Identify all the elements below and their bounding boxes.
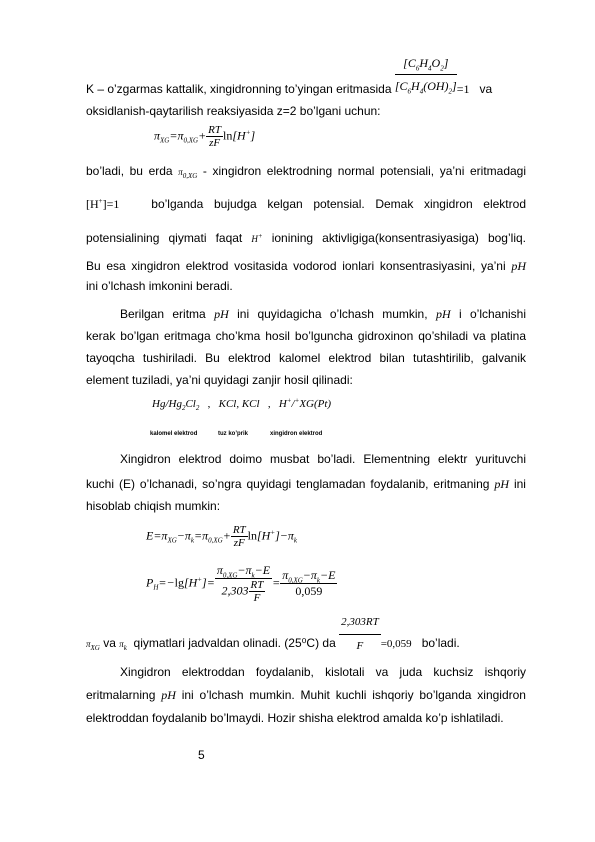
text-constant-k: K – o’zgarmas kattalik, xingidronning to’yingan eritmasida xyxy=(86,82,392,96)
text-paragraph-2-line-b: [H+]=1 bo’lganda bujudga kelgan potensial. Demak xingidron elektrod xyxy=(86,197,526,211)
text-line-redox: oksidlanish-qaytarilish reaksiyasida z=2 bo’lgani uchun: xyxy=(86,104,381,118)
chain-label-xingidron: xingidron elektrod xyxy=(270,431,323,437)
text-paragraph-6-line-c: elektroddan foydalanib bo’lmaydi. Hozir shisha elektrod amalda ko’p ishlatiladi. xyxy=(86,711,504,725)
chain-label-tuz: tuz ko’prik xyxy=(218,431,249,437)
text-paragraph-3-line-a: Berilgan eritma pH ini quyidagicha o’lchash mumkin, pH i o’lchanishi xyxy=(120,307,527,321)
text-paragraph-4-line-b: kuchi (E) o’lchanadi, so’ngra quyidagi tenglamadan foydalanib, eritmaning pH ini xyxy=(86,477,526,491)
text-va: va xyxy=(479,82,493,96)
text-line-constant: K – o’zgarmas kattalik, xingidronning to’yingan eritmasida $\frac{[C_6H_4O_2]}{[C_6H_4(OH)_2]}$ =1 va xyxy=(86,78,526,101)
text-paragraph-2-line-a: bo’ladi, bu erda $\pi_{0,XG}$ - xingidron elektrodning normal potensiali, ya’ni eritmadagi xyxy=(86,164,527,180)
galvanic-chain-formula: $Hg/Hg_2Cl_2$ , KCl, KCl , H+/+XG(Pt) xyxy=(152,396,332,413)
text-paragraph-6-line-b: eritmalarning pH ini o’lchash mumkin. Muhit kuchli ishqoriy bo’lganda xingidron xyxy=(86,688,526,702)
formula-ph: $P_H=-\lg[H^+]=$ $\pi_{0,XG}-\pi_k-E$ 2,303 $\frac{RT}{F}$ = $\frac{\pi_{0,XG}-\pi_k-E}{0,059}$ xyxy=(146,563,336,604)
chain-label-kalomel: kalomel elektrod xyxy=(150,431,198,437)
text-paragraph-4-line-a: Xingidron elektrod doimo musbat bo’ladi. Elementning elektr yurituvchi xyxy=(120,452,526,466)
text-paragraph-2-line-c: potensialining qiymati faqat H+ ionining aktivligiga(konsentrasiyasiga) bog’liq. xyxy=(86,231,526,245)
concentration-ratio-fraction: $\frac{[C_6H_4O_2]}{[C_6H_4(OH)_2]}$ xyxy=(395,52,457,98)
text-paragraph-6-line-a: Xingidron elektroddan foydalanib, kislotali va juda kuchsiz ishqoriy xyxy=(120,665,526,679)
text-paragraph-4-line-c: hisoblab chiqish mumkin: xyxy=(86,499,221,513)
text-paragraph-2-line-e: ini o’lchash imkonini beradi. xyxy=(86,279,233,293)
text-paragraph-5: $\pi_{XG}$ va $\pi_k$ qiymatlari jadvaldan olinadi. (25⁰C) da $\frac{2,303RT}{F}$ =0,059 bo’ladi. xyxy=(86,631,526,657)
page-number: 5 xyxy=(198,748,205,762)
formula-nernst: $\pi_{XG}=\pi_{0,XG}+$ $\frac{RT}{zF}$ ln[H+] xyxy=(154,124,256,149)
text-paragraph-2-line-d: Bu esa xingidron elektrod vositasida vodorod ionlari konsentrasiyasini, ya’ni pH xyxy=(86,259,526,273)
formula-emf: $E=\pi_{XG}-\pi_k=\pi_{0,XG}+$ $\frac{RT}{zF}$ $\ln[H^+]-\pi_k$ xyxy=(146,524,297,549)
text-paragraph-3-line-c: tayoqcha tushiriladi. Bu elektrod kalomel elektrod bilan tutashtirilib, galvanik xyxy=(86,351,526,365)
text-paragraph-3-line-b: kerak bo’lgan eritmaga cho’kma hosil bo’lguncha gidroxinon qo’shiladi va platina xyxy=(86,329,526,343)
text-paragraph-3-line-d: element tuziladi, ya’ni quyidagi zanjir hosil qilinadi: xyxy=(86,373,353,387)
